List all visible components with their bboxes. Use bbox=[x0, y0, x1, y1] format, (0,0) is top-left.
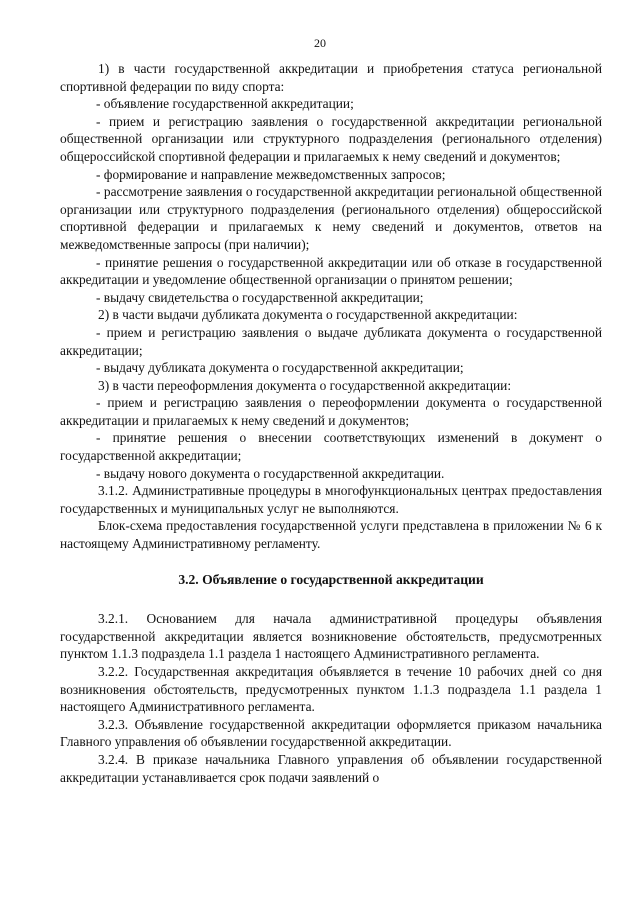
paragraph: 3.2.2. Государственная аккредитация объявляется в течение 10 рабочих дней со дня возникновения обстоятельств, предусмотренных пунктом 1.1.3 подраздела 1.1 раздела 1 настоящего Административного регламента. bbox=[60, 664, 602, 715]
paragraph: Блок-схема предоставления государственной услуги представлена в приложении № 6 к настоящему Административному регламенту. bbox=[60, 518, 602, 552]
list-item: - выдачу свидетельства о государственной аккредитации; bbox=[96, 289, 424, 305]
paragraph: 3.2.3. Объявление государственной аккредитации оформляется приказом начальника Главного управления об объявлении государственной аккредитации. bbox=[60, 716, 602, 750]
paragraph: 2) в части выдачи дубликата документа о государственной аккредитации: bbox=[98, 307, 518, 323]
list-item: - выдачу нового документа о государственной аккредитации. bbox=[96, 465, 445, 481]
list-item: - принятие решения о внесении соответствующих изменений в документ о государственной аккредитации; bbox=[60, 430, 602, 464]
paragraph: 3.2.4. В приказе начальника Главного управления об объявлении государственной аккредитации устанавливается срок подачи заявлений о bbox=[60, 751, 602, 785]
document-body bbox=[60, 60, 602, 786]
list-item: - формирование и направление межведомственных запросов; bbox=[96, 166, 446, 182]
section-heading: 3.2. Объявление о государственной аккредитации bbox=[178, 571, 484, 587]
paragraph: 1) в части государственной аккредитации и приобретения статуса региональной спортивной федерации по виду спорта: bbox=[60, 61, 602, 94]
list-item: - рассмотрение заявления о государственной аккредитации региональной общественной организации или структурного подразделения (регионального отделения) общероссийской спортивной федерации и прилагаемых к нему сведений и документов, ответов на межведомственные запросы (при наличии); bbox=[60, 184, 602, 252]
list-item: - объявление государственной аккредитации; bbox=[96, 96, 354, 112]
list-item: - прием и регистрацию заявления о переоформлении документа о государственной аккредитации и прилагаемых к нему сведений и документов; bbox=[60, 395, 602, 428]
paragraph: 3.1.2. Административные процедуры в многофункциональных центрах предоставления государственных и муниципальных услуг не выполняются. bbox=[60, 483, 602, 516]
paragraph: 3) в части переоформления документа о государственной аккредитации: bbox=[98, 377, 512, 393]
list-item: - прием и регистрацию заявления о государственной аккредитации региональной общественной организации или структурного подразделения (регионального отделения) общероссийской спортивной федерации и прилагаемых к нему сведений и документов; bbox=[60, 113, 602, 164]
page-number: 20 bbox=[314, 36, 326, 50]
list-item: - принятие решения о государственной аккредитации или об отказе в государственной аккредитации и уведомление общественной организации о принятом решении; bbox=[60, 254, 602, 288]
list-item: - прием и регистрацию заявления о выдаче дубликата документа о государственной аккредитации; bbox=[60, 324, 602, 358]
paragraph: 3.2.1. Основанием для начала административной процедуры объявления государственной аккредитации является возникновение обстоятельств, предусмотренных пунктом 1.1.3 подраздела 1.1 раздела 1 настоящего Административного регламента. bbox=[60, 611, 602, 662]
list-item: - выдачу дубликата документа о государственной аккредитации; bbox=[96, 360, 464, 376]
